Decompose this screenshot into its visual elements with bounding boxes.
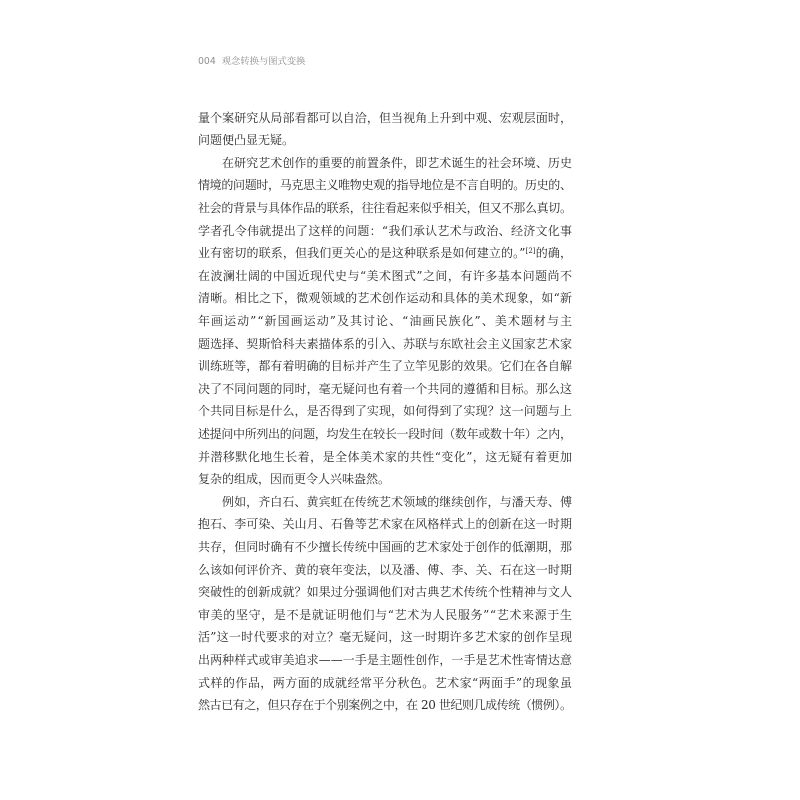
text-line: 复杂的组成，因而更令人兴味盎然。 xyxy=(198,472,391,487)
text-segment: 的确， xyxy=(535,246,573,261)
text-line: 情境的问题时，马克思主义唯物史观的指导地位是不言自明的。历史的、 xyxy=(198,178,572,193)
text-line: 清晰。相比之下，微观领域的艺术创作运动和具体的美术现象，如“新 xyxy=(198,291,573,306)
text-line: 学者孔令伟就提出了这样的问题：“我们承认艺术与政治、经济文化事 xyxy=(198,223,573,238)
text-line: 社会的背景与具体作品的联系，往往看起来似乎相关，但又不那么真切。 xyxy=(198,201,572,216)
text-line: 年画运动”“新国画运动”及其讨论、“油画民族化”、美术题材与主 xyxy=(198,314,574,329)
text-line: 抱石、李可染、关山月、石鲁等艺术家在风格样式上的创新在这一时期 xyxy=(198,517,573,532)
text-line: 式样的作品，两方面的成就经常平分秋色。艺术家“两面手”的现象虽 xyxy=(198,675,573,690)
page-number: 004 xyxy=(198,56,216,67)
text-line: 题选择、契斯恰科夫素描体系的引入、苏联与东欧社会主义国家艺术家 xyxy=(198,336,573,351)
text-line: 量个案研究从局部看都可以自洽，但当视角上升到中观、宏观层面时， xyxy=(198,110,573,125)
paragraph xyxy=(198,491,572,717)
text-line: 然古已有之，但只存在于个别案例之中，在 20 世纪则几成传统（惯例）。 xyxy=(198,698,572,713)
footnote-reference: [2] xyxy=(525,247,536,256)
text-line: 个共同目标是什么，是否得到了实现，如何得到了实现？这一问题与上 xyxy=(198,404,573,419)
text-line: 训练班等，都有着明确的目标并产生了立竿见影的效果。它们在各自解 xyxy=(198,359,573,374)
text-line: 问题便凸显无疑。 xyxy=(198,133,295,148)
text-line: 审美的坚守，是不是就证明他们与“艺术为人民服务”“艺术来源于生 xyxy=(198,607,573,622)
paragraph xyxy=(198,107,572,152)
text-line: 出两种样式或审美追求——一手是主题性创作，一手是艺术性寄情达意 xyxy=(198,652,573,667)
paragraph xyxy=(198,152,572,491)
text-line: 在波澜壮阔的中国近现代史与“美术图式”之间，有许多基本问题尚不 xyxy=(198,268,573,283)
text-line: 述提问中所列出的问题，均发生在较长一段时间（数年或数十年）之内， xyxy=(198,427,572,441)
text-line: 决了不同问题的同时，毫无疑问也有着一个共同的遵循和目标。那么这 xyxy=(198,381,573,396)
body-text xyxy=(198,107,572,717)
text-line: 突破性的创新成就？如果过分强调他们对古典艺术传统个性精神与文人 xyxy=(198,585,573,600)
text-line xyxy=(198,242,572,265)
text-line: 活”这一时代要求的对立？毫无疑问，这一时期许多艺术家的创作呈现 xyxy=(198,630,573,645)
text-line: 例如，齐白石、黄宾虹在传统艺术领域的继续创作，与潘天寿、傅 xyxy=(222,494,573,509)
text-segment: 业有密切的联系，但我们更关心的是这种联系是如何建立的。” xyxy=(198,246,526,261)
text-line: 在研究艺术创作的重要的前置条件，即艺术诞生的社会环境、历史 xyxy=(222,155,573,170)
running-head-title: 观念转换与图式变换 xyxy=(221,56,306,67)
text-line: 么该如何评价齐、黄的衰年变法，以及潘、傅、李、关、石在这一时期 xyxy=(198,562,573,577)
text-line: 共存，但同时确有不少擅长传统中国画的艺术家处于创作的低潮期，那 xyxy=(198,539,573,554)
running-head xyxy=(198,55,305,69)
text-line: 并潜移默化地生长着，是全体美术家的共性“变化”，这无疑有着更加 xyxy=(198,449,573,464)
